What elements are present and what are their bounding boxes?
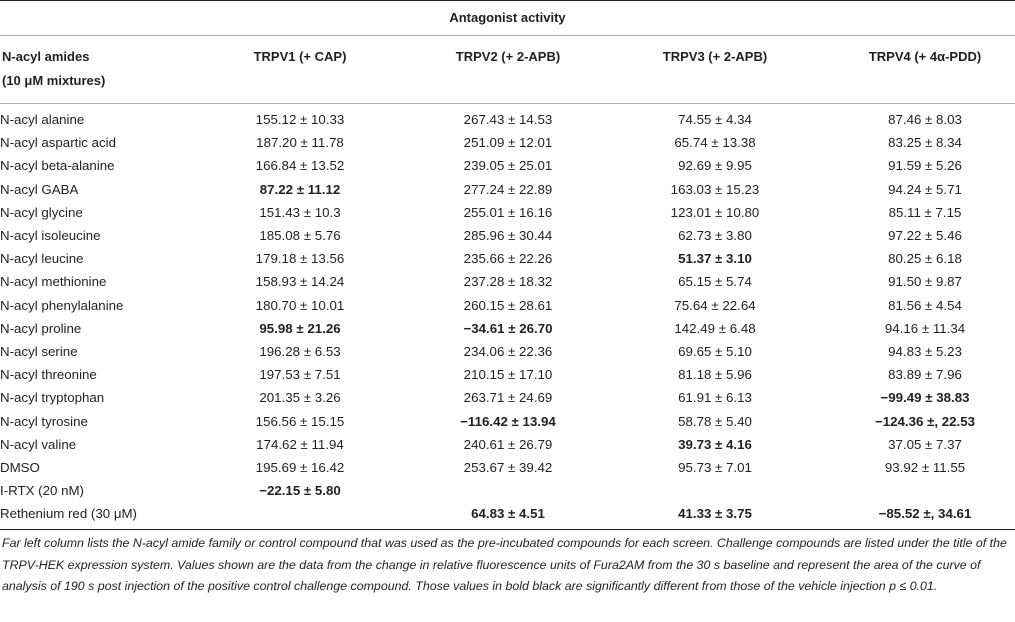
value-cell: 95.98 ± 21.26 xyxy=(259,320,341,336)
column-spacer xyxy=(805,502,835,525)
col-header-trpv3: TRPV3 (+ 2-APB) xyxy=(662,49,768,64)
value-cell: −85.52 ±, 34.61 xyxy=(878,506,972,522)
column-spacer xyxy=(390,433,418,456)
value-cell: 267.43 ± 14.53 xyxy=(463,112,553,128)
column-spacer xyxy=(805,201,835,224)
column-spacer xyxy=(390,154,418,177)
column-spacer xyxy=(805,409,835,432)
column-spacer xyxy=(598,456,625,479)
column-spacer xyxy=(390,456,418,479)
column-spacer xyxy=(390,363,418,386)
value-cell: 91.50 ± 9.87 xyxy=(888,274,962,290)
value-cell: 39.73 ± 4.16 xyxy=(678,436,752,452)
table-row xyxy=(0,456,1015,479)
value-cell: 277.24 ± 22.89 xyxy=(463,181,553,197)
value-cell: 85.11 ± 7.15 xyxy=(888,204,962,220)
column-spacer xyxy=(598,178,625,201)
super-header-rule xyxy=(0,35,1015,36)
column-spacer xyxy=(805,479,835,502)
value-cell: 253.67 ± 39.42 xyxy=(463,459,553,475)
column-spacer xyxy=(598,131,625,154)
row-label: N-acyl GABA xyxy=(0,181,79,197)
column-spacer xyxy=(390,178,418,201)
column-spacer xyxy=(805,108,835,131)
value-cell: 91.59 ± 5.26 xyxy=(888,158,962,174)
column-spacer xyxy=(598,502,625,525)
column-spacer xyxy=(390,201,418,224)
table-row xyxy=(0,131,1015,154)
column-spacer xyxy=(805,294,835,317)
column-spacer xyxy=(598,154,625,177)
column-spacer xyxy=(805,456,835,479)
table-row xyxy=(0,502,1015,525)
row-label: N-acyl tryptophan xyxy=(0,390,105,406)
value-cell: 83.89 ± 7.96 xyxy=(888,367,962,383)
value-cell: 41.33 ± 3.75 xyxy=(678,506,752,522)
col0-header-line2: (10 μM mixtures) xyxy=(2,73,106,88)
value-cell: 69.65 ± 5.10 xyxy=(678,343,752,359)
row-label: N-acyl glycine xyxy=(0,204,83,220)
value-cell: 187.20 ± 11.78 xyxy=(256,135,344,151)
value-cell: 156.56 ± 15.15 xyxy=(255,413,345,429)
value-cell: 81.18 ± 5.96 xyxy=(678,367,752,383)
col0-header-line1: N-acyl amides xyxy=(2,49,90,64)
table-row xyxy=(0,294,1015,317)
row-label: N-acyl methionine xyxy=(0,274,107,290)
value-cell: 237.28 ± 18.32 xyxy=(463,274,553,290)
value-cell: 61.91 ± 6.13 xyxy=(678,390,752,406)
data-table xyxy=(0,108,1015,525)
value-cell: 64.83 ± 4.51 xyxy=(471,506,545,522)
table-row xyxy=(0,224,1015,247)
column-spacer xyxy=(598,294,625,317)
column-spacer xyxy=(598,340,625,363)
value-cell: 210.15 ± 17.10 xyxy=(463,367,553,383)
table-footnote: Far left column lists the N-acyl amide family or control compound that was used as the pre-incubated compounds for each screen. Challenge compounds are listed under the title of the TRPV-HEK expression system. Values shown are the data from the change in relative fluorescence units of Fura2AM from the 30 s baseline and represent the area of the curve of analysis of 190 s post injection of the positive control challenge compound. Those values in bold black are significantly different from those of the vehicle injection p ≤ 0.01. xyxy=(2,536,1007,593)
row-label: N-acyl proline xyxy=(0,320,82,336)
col-header-trpv2: TRPV2 (+ 2-APB) xyxy=(455,49,561,64)
value-cell: 151.43 ± 10.3 xyxy=(259,204,341,220)
column-spacer xyxy=(598,201,625,224)
table-row xyxy=(0,386,1015,409)
column-spacer xyxy=(805,178,835,201)
value-cell: 92.69 ± 9.95 xyxy=(678,158,752,174)
table-row xyxy=(0,363,1015,386)
value-cell: 174.62 ± 11.94 xyxy=(256,436,344,452)
column-spacer xyxy=(598,409,625,432)
value-cell: 87.46 ± 8.03 xyxy=(888,112,962,128)
value-cell: 58.78 ± 5.40 xyxy=(678,413,752,429)
value-cell: 263.71 ± 24.69 xyxy=(463,390,553,406)
column-spacer xyxy=(390,386,418,409)
column-spacer xyxy=(390,340,418,363)
row-label: N-acyl phenylalanine xyxy=(0,297,124,313)
column-spacer xyxy=(390,270,418,293)
column-spacer xyxy=(390,247,418,270)
value-cell xyxy=(835,479,1015,502)
value-cell: 240.61 ± 26.79 xyxy=(463,436,553,452)
header-rule xyxy=(0,103,1015,104)
row-label: N-acyl alanine xyxy=(0,112,85,128)
column-spacer xyxy=(805,317,835,340)
value-cell: 74.55 ± 4.34 xyxy=(678,112,752,128)
table-row xyxy=(0,154,1015,177)
table-row xyxy=(0,340,1015,363)
column-spacer xyxy=(598,317,625,340)
value-cell: 97.22 ± 5.46 xyxy=(888,228,962,244)
table-row xyxy=(0,270,1015,293)
row-label: N-acyl beta-alanine xyxy=(0,158,115,174)
value-cell: 51.37 ± 3.10 xyxy=(678,251,752,267)
column-spacer xyxy=(598,433,625,456)
row-label: I-RTX (20 nM) xyxy=(0,483,84,499)
col-header-trpv4: TRPV4 (+ 4α-PDD) xyxy=(868,49,982,64)
row-label: N-acyl serine xyxy=(0,343,78,359)
column-spacer xyxy=(805,270,835,293)
value-cell: 80.25 ± 6.18 xyxy=(888,251,962,267)
value-cell: 37.05 ± 7.37 xyxy=(888,436,962,452)
value-cell: 180.70 ± 10.01 xyxy=(255,297,345,313)
value-cell: 93.92 ± 11.55 xyxy=(884,459,966,475)
column-spacer xyxy=(390,409,418,432)
table-row xyxy=(0,479,1015,502)
value-cell: 158.93 ± 14.24 xyxy=(255,274,345,290)
value-cell: 239.05 ± 25.01 xyxy=(463,158,553,174)
table-row xyxy=(0,201,1015,224)
column-spacer xyxy=(598,363,625,386)
column-spacer xyxy=(598,247,625,270)
value-cell: 255.01 ± 16.16 xyxy=(463,204,553,220)
value-cell: −124.36 ±, 22.53 xyxy=(874,413,976,429)
column-spacer xyxy=(805,363,835,386)
row-label: N-acyl aspartic acid xyxy=(0,135,117,151)
row-label: Rethenium red (30 μM) xyxy=(0,506,137,522)
value-cell: 166.84 ± 13.52 xyxy=(255,158,345,174)
value-cell: 260.15 ± 28.61 xyxy=(463,297,553,313)
value-cell: 251.09 ± 12.01 xyxy=(463,135,553,151)
value-cell: 65.15 ± 5.74 xyxy=(678,274,752,290)
value-cell: 123.01 ± 10.80 xyxy=(670,204,760,220)
value-cell: 62.73 ± 3.80 xyxy=(678,228,752,244)
value-cell: 65.74 ± 13.38 xyxy=(674,135,756,151)
value-cell: −22.15 ± 5.80 xyxy=(259,483,341,499)
value-cell xyxy=(418,479,598,502)
row-label: N-acyl tyrosine xyxy=(0,413,88,429)
value-cell: 185.08 ± 5.76 xyxy=(259,228,341,244)
value-cell: 83.25 ± 8.34 xyxy=(888,135,962,151)
value-cell: 197.53 ± 7.51 xyxy=(259,367,341,383)
value-cell: 155.12 ± 10.33 xyxy=(255,112,345,128)
value-cell: 81.56 ± 4.54 xyxy=(888,297,962,313)
column-spacer xyxy=(390,108,418,131)
column-spacer xyxy=(805,224,835,247)
value-cell xyxy=(210,502,390,525)
value-cell xyxy=(625,479,805,502)
column-spacer xyxy=(598,479,625,502)
value-cell: −116.42 ± 13.94 xyxy=(460,413,556,429)
value-cell: 179.18 ± 13.56 xyxy=(255,251,345,267)
column-spacer xyxy=(598,224,625,247)
column-spacer xyxy=(390,479,418,502)
value-cell: −34.61 ± 26.70 xyxy=(463,320,553,336)
table-row xyxy=(0,317,1015,340)
column-spacer xyxy=(390,294,418,317)
value-cell: 163.03 ± 15.23 xyxy=(670,181,760,197)
table-row xyxy=(0,108,1015,131)
value-cell: 201.35 ± 3.26 xyxy=(259,390,341,406)
column-spacer xyxy=(390,224,418,247)
column-spacer xyxy=(390,502,418,525)
table-row xyxy=(0,409,1015,432)
value-cell: 234.06 ± 22.36 xyxy=(463,343,553,359)
value-cell: 196.28 ± 6.53 xyxy=(259,343,341,359)
row-label: N-acyl leucine xyxy=(0,251,84,267)
value-cell: 75.64 ± 22.64 xyxy=(674,297,756,313)
value-cell: 195.69 ± 16.42 xyxy=(255,459,345,475)
column-spacer xyxy=(805,247,835,270)
value-cell: 94.16 ± 11.34 xyxy=(884,320,966,336)
row-label: N-acyl valine xyxy=(0,436,77,452)
super-header: Antagonist activity xyxy=(449,10,566,25)
column-spacer xyxy=(805,131,835,154)
value-cell: 235.66 ± 22.26 xyxy=(463,251,553,267)
value-cell: 87.22 ± 11.12 xyxy=(259,181,341,197)
column-spacer xyxy=(598,270,625,293)
column-spacer xyxy=(805,340,835,363)
top-rule xyxy=(0,0,1015,1)
row-label: N-acyl isoleucine xyxy=(0,228,101,244)
column-spacer xyxy=(598,108,625,131)
value-cell: 285.96 ± 30.44 xyxy=(463,228,553,244)
bottom-rule xyxy=(0,529,1015,530)
value-cell: 94.83 ± 5.23 xyxy=(888,343,962,359)
row-label: DMSO xyxy=(0,459,40,475)
table-row xyxy=(0,433,1015,456)
column-spacer xyxy=(598,386,625,409)
col-header-trpv1: TRPV1 (+ CAP) xyxy=(253,49,347,64)
column-spacer xyxy=(805,386,835,409)
value-cell: 94.24 ± 5.71 xyxy=(888,181,962,197)
column-spacer xyxy=(390,317,418,340)
row-label: N-acyl threonine xyxy=(0,367,97,383)
value-cell: 142.49 ± 6.48 xyxy=(674,320,756,336)
column-spacer xyxy=(805,154,835,177)
column-spacer xyxy=(805,433,835,456)
table-row xyxy=(0,247,1015,270)
column-spacer xyxy=(390,131,418,154)
value-cell: −99.49 ± 38.83 xyxy=(880,390,970,406)
table-row xyxy=(0,178,1015,201)
value-cell: 95.73 ± 7.01 xyxy=(678,459,752,475)
